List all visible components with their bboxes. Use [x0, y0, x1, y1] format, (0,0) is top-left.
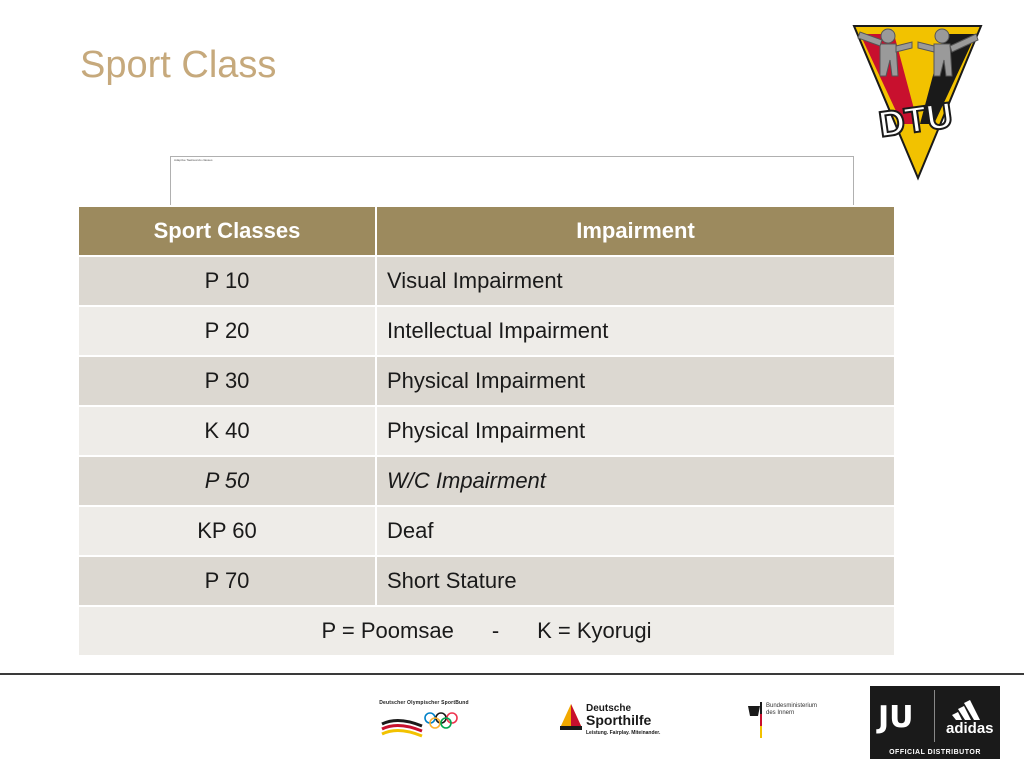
sport-class-cell: P 30	[78, 356, 376, 406]
sport-class-cell: K 40	[78, 406, 376, 456]
sporthilfe-line1: Deutsche	[586, 703, 632, 714]
bmi-logo-text: Bundesministerium des Innern	[766, 703, 818, 716]
table-row	[78, 456, 895, 506]
sport-class-cell: KP 60	[78, 506, 376, 556]
legend-cell	[78, 606, 895, 656]
impairment-cell: Visual Impairment	[376, 256, 895, 306]
impairment-cell: Intellectual Impairment	[376, 306, 895, 356]
eagle-icon	[748, 706, 760, 716]
dtu-logo-text: DTU	[876, 94, 956, 145]
impairment-cell: Short Stature	[376, 556, 895, 606]
ju-adidas-logo	[870, 686, 1000, 759]
sport-class-cell: P 50	[78, 456, 376, 506]
table-legend-row	[78, 606, 895, 656]
impairment-cell: W/C Impairment	[376, 456, 895, 506]
table-row	[78, 506, 895, 556]
table-row	[78, 306, 895, 356]
slide-title: Sport Class	[80, 44, 277, 86]
adidas-logo-text: adidas	[946, 720, 994, 737]
sport-class-cell: P 20	[78, 306, 376, 356]
sport-class-table	[77, 205, 896, 657]
impairment-cell: Physical Impairment	[376, 406, 895, 456]
partner-divider	[934, 690, 935, 742]
legend-poomsae: P = Poomsae	[321, 618, 454, 643]
header-sport-classes: Sport Classes	[78, 206, 376, 256]
sport-class-cell: P 70	[78, 556, 376, 606]
bmi-logo	[746, 702, 826, 742]
table-row	[78, 356, 895, 406]
table-row	[78, 406, 895, 456]
table-row	[78, 556, 895, 606]
table-header-row	[78, 206, 895, 256]
adidas-stripes-icon	[952, 700, 988, 720]
sport-class-cell: P 10	[78, 256, 376, 306]
dosb-logo	[378, 700, 470, 742]
dosb-logo-text: Deutscher Olympischer SportBund	[379, 700, 469, 706]
table-row	[78, 256, 895, 306]
impairment-cell: Deaf	[376, 506, 895, 556]
sporthilfe-tagline: Leistung. Fairplay. Miteinander.	[586, 730, 661, 736]
sporthilfe-line2: Sporthilfe	[586, 712, 652, 728]
embedded-object-caption: Adaptive Taekwondo classes	[174, 158, 213, 162]
sporthilfe-logo	[558, 700, 668, 742]
legend-kyorugi: K = Kyorugi	[537, 618, 652, 643]
footer-divider	[0, 673, 1024, 675]
ju-logo-text: JU	[878, 700, 914, 735]
impairment-cell: Physical Impairment	[376, 356, 895, 406]
partner-caption: OFFICIAL DISTRIBUTOR	[889, 749, 981, 756]
dtu-logo	[850, 14, 985, 182]
header-impairment: Impairment	[376, 206, 895, 256]
embedded-object-frame	[170, 156, 854, 208]
legend-separator: -	[491, 618, 500, 643]
